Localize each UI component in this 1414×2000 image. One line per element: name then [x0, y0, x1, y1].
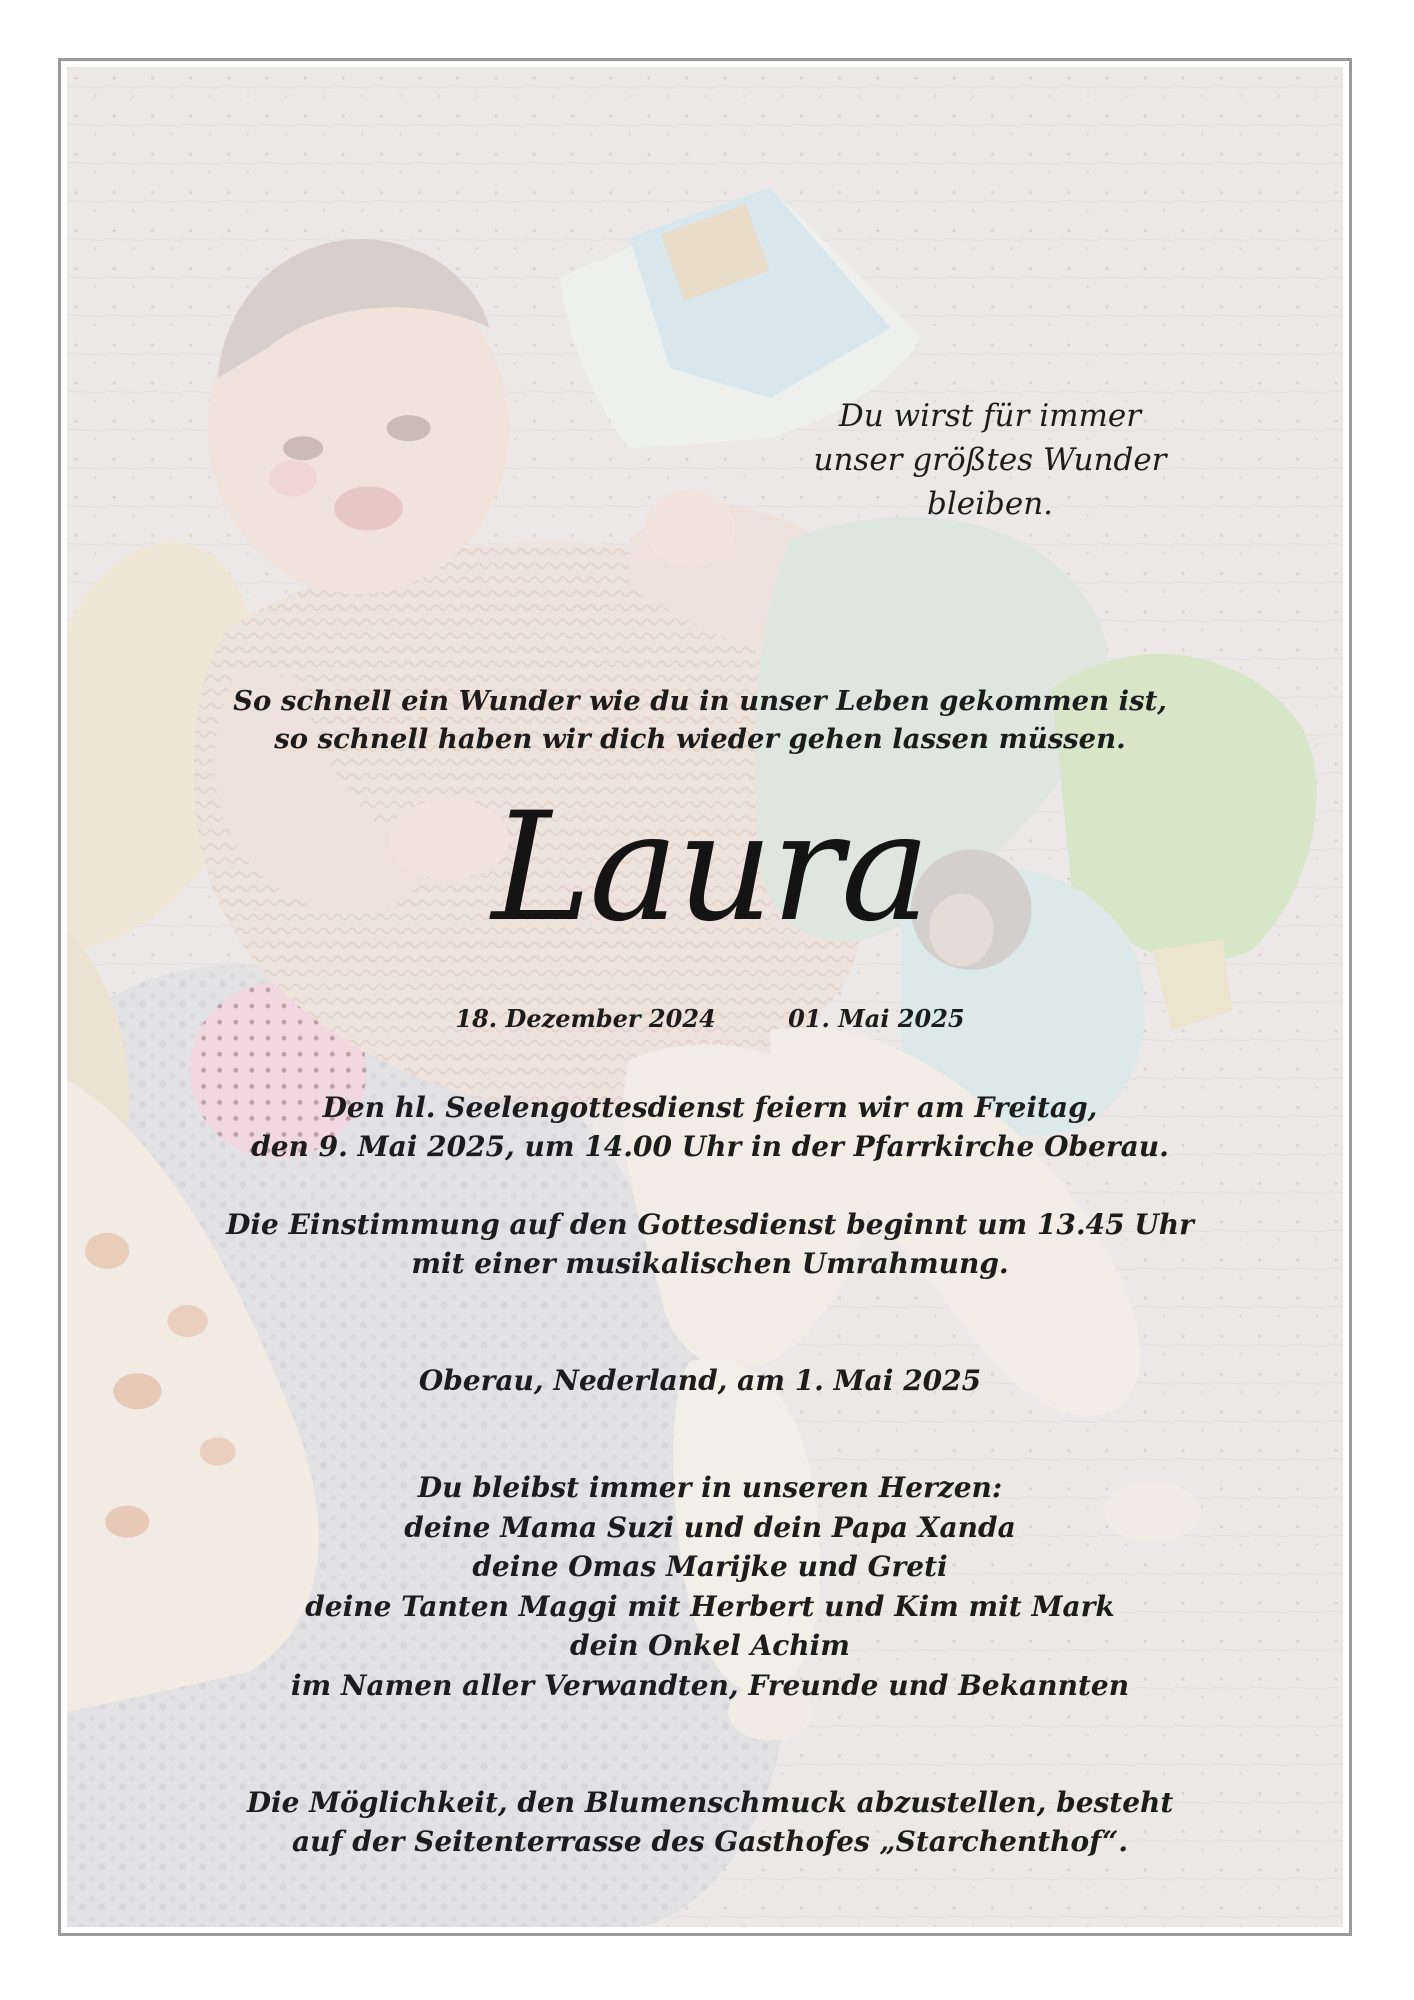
service-line: den 9. Mai 2025, um 14.00 Uhr in der Pfarrkirche Oberau.: [251, 1130, 1169, 1163]
flower-line: Die Möglichkeit, den Blumenschmuck abzustellen, besteht: [246, 1786, 1174, 1819]
life-dates: [300, 1002, 1120, 1036]
quote-line: Du wirst für immer: [838, 398, 1142, 434]
memorial-quote: [740, 394, 1240, 526]
mourners-line: Du bleibst immer in unseren Herzen:: [417, 1471, 1003, 1504]
deceased-name: Laura: [491, 781, 929, 955]
service-info: [160, 1088, 1260, 1166]
mourners-line: deine Omas Marijke und Greti: [472, 1550, 948, 1583]
service-line: Den hl. Seelengottesdienst feiern wir am Freitag,: [322, 1091, 1098, 1124]
flower-note: [160, 1783, 1260, 1861]
mourners-list: [160, 1468, 1260, 1705]
music-info: [160, 1205, 1260, 1283]
quote-line: bleiben.: [926, 486, 1054, 522]
flower-line: auf der Seitenterrasse des Gasthofes „Starchenthof“.: [292, 1825, 1128, 1858]
quote-line: unser größtes Wunder: [813, 442, 1167, 478]
intro-line: So schnell ein Wunder wie du in unser Leben gekommen ist,: [233, 685, 1167, 717]
intro-line: so schnell haben wir dich wieder gehen lassen müssen.: [274, 723, 1126, 755]
mourners-line: deine Tanten Maggi mit Herbert und Kim mit Mark: [305, 1589, 1115, 1623]
birth-date: 18. Dezember 2024: [455, 1004, 716, 1033]
music-line: Die Einstimmung auf den Gottesdienst beginnt um 13.45 Uhr: [226, 1208, 1194, 1241]
mourners-line: deine Mama Suzi und dein Papa Xanda: [404, 1510, 1016, 1544]
death-date: 01. Mai 2025: [788, 1004, 965, 1033]
place-and-date: Oberau, Nederland, am 1. Mai 2025: [418, 1364, 982, 1397]
intro-text: [200, 682, 1200, 758]
mourners-line: dein Onkel Achim: [570, 1629, 850, 1662]
mourners-line: im Namen aller Verwandten, Freunde und Bekannten: [290, 1668, 1130, 1702]
music-line: mit einer musikalischen Umrahmung.: [411, 1247, 1009, 1280]
